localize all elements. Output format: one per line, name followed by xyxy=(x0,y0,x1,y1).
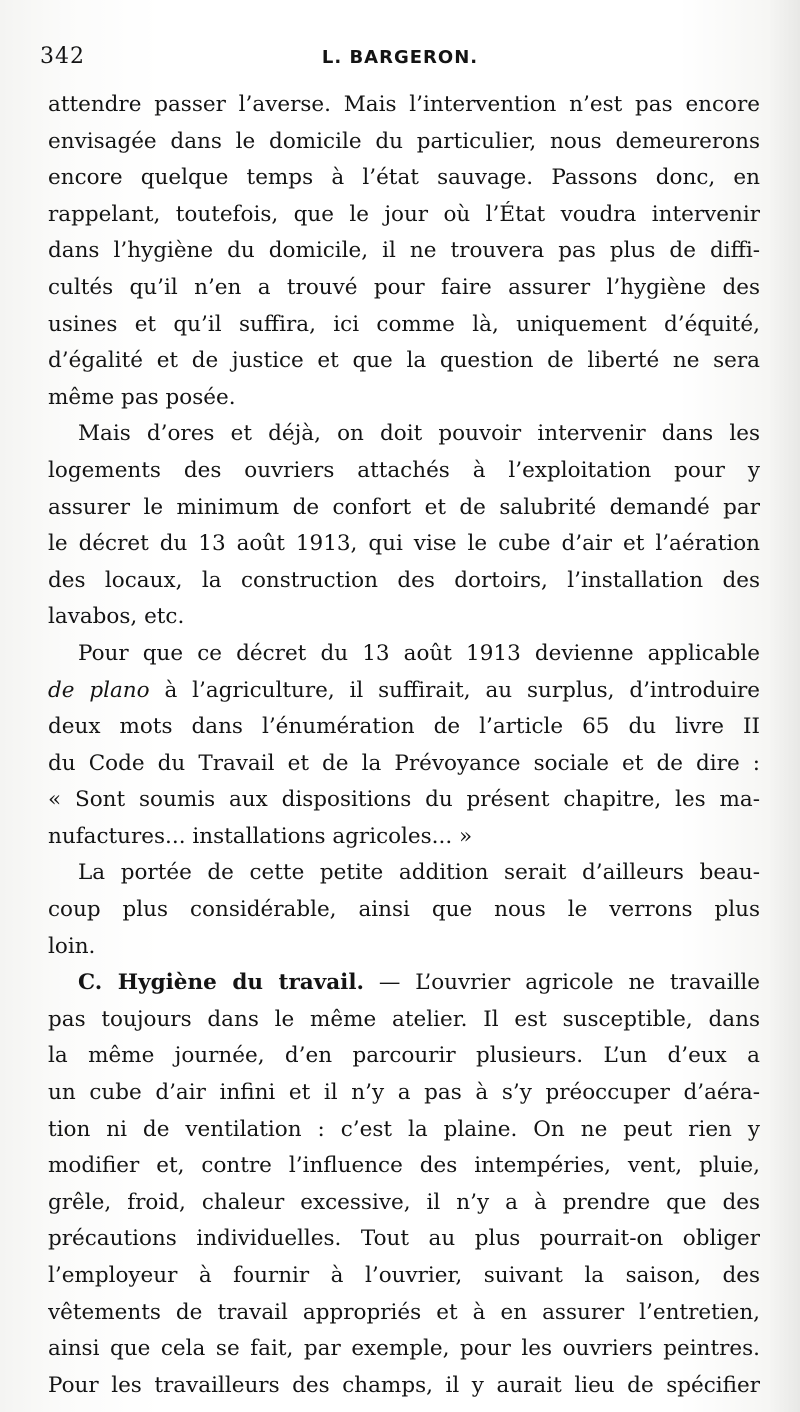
text-line: usines et qu’il suffira, ici comme là, uniquement d’équité, xyxy=(48,311,760,337)
text-line: Pour les travailleurs des champs, il y aurait lieu de spécifier xyxy=(48,1372,760,1398)
text-line: modifier et, contre l’influence des intempéries, vent, pluie, xyxy=(48,1153,760,1179)
text-line: « Sont soumis aux dispositions du présent chapitre, les ma- xyxy=(48,787,760,813)
running-title: L. BARGERON. xyxy=(321,47,479,68)
text-line: l’employeur à fournir à l’ouvrier, suivant la saison, des xyxy=(48,1263,760,1288)
text-line: Mais d’ores et déjà, on doit pouvoir intervenir dans les xyxy=(78,421,760,447)
text-line: deux mots dans l’énumération de l’article 65 du livre II xyxy=(48,714,760,740)
text-line: nufactures... installations agricoles... » xyxy=(48,823,473,849)
text-line: dans l’hygiène du domicile, il ne trouvera pas plus de diffi- xyxy=(48,238,760,264)
text-line: ainsi que cela se fait, par exemple, pour les ouvriers peintres. xyxy=(48,1336,760,1362)
page-number: 342 xyxy=(40,44,85,69)
text-line: cultés qu’il n’en a trouvé pour faire assurer l’hygiène des xyxy=(48,274,760,300)
text-line: loin. xyxy=(48,933,96,959)
body-text xyxy=(48,87,760,1404)
text-line: attendre passer l’averse. Mais l’intervention n’est pas encore xyxy=(48,92,760,117)
text-line: coup plus considérable, ainsi que nous le verrons plus xyxy=(48,897,760,923)
text-run: à l’agriculture, il suffirait, au surplus, d’introduire xyxy=(164,677,760,703)
section-line xyxy=(48,965,760,1002)
text-line: précautions individuelles. Tout au plus pourrait-on obliger xyxy=(48,1226,760,1252)
text-line: des locaux, la construction des dortoirs, l’installation des xyxy=(48,567,760,593)
text-line: du Code du Travail et de la Prévoyance sociale et de dire : xyxy=(48,750,760,776)
text-line-with-italic xyxy=(48,673,760,710)
section-heading: C. Hygiène du travail. xyxy=(78,970,364,996)
text-line: le décret du 13 août 1913, qui vise le cube d’air et l’aération xyxy=(48,531,760,557)
text-line: assurer le minimum de confort et de salubrité demandé par xyxy=(48,494,760,520)
text-line: grêle, froid, chaleur excessive, il n’y a à prendre que des xyxy=(48,1189,760,1215)
italic-term: de plano xyxy=(48,677,150,703)
text-line: Pour que ce décret du 13 août 1913 devienne applicable xyxy=(78,640,760,666)
text-line: pas toujours dans le même atelier. Il est susceptible, dans xyxy=(48,1006,760,1032)
text-line: la même journée, d’en parcourir plusieurs. L’un d’eux a xyxy=(48,1043,760,1069)
running-header xyxy=(0,44,800,74)
text-line: tion ni de ventilation : c’est la plaine. On ne peut rien y xyxy=(48,1116,760,1142)
text-line: lavabos, etc. xyxy=(48,604,185,630)
text-line: un cube d’air infini et il n’y a pas à s’y préoccuper d’aéra- xyxy=(48,1080,760,1106)
text-line: d’égalité et de justice et que la question de liberté ne sera xyxy=(48,348,760,374)
text-line: La portée de cette petite addition serait d’ailleurs beau- xyxy=(78,860,760,886)
text-line: envisagée dans le domicile du particulier, nous demeurerons xyxy=(48,128,760,154)
text-line: logements des ouvriers attachés à l’exploitation pour y xyxy=(48,457,760,483)
text-run: — L’ouvrier agricole ne travaille xyxy=(378,970,760,996)
text-line: vêtements de travail appropriés et à en assurer l’entretien, xyxy=(48,1299,760,1325)
text-line: même pas posée. xyxy=(48,384,236,410)
text-line: encore quelque temps à l’état sauvage. Passons donc, en xyxy=(48,165,760,191)
text-line: rappelant, toutefois, que le jour où l’État voudra intervenir xyxy=(48,201,760,227)
